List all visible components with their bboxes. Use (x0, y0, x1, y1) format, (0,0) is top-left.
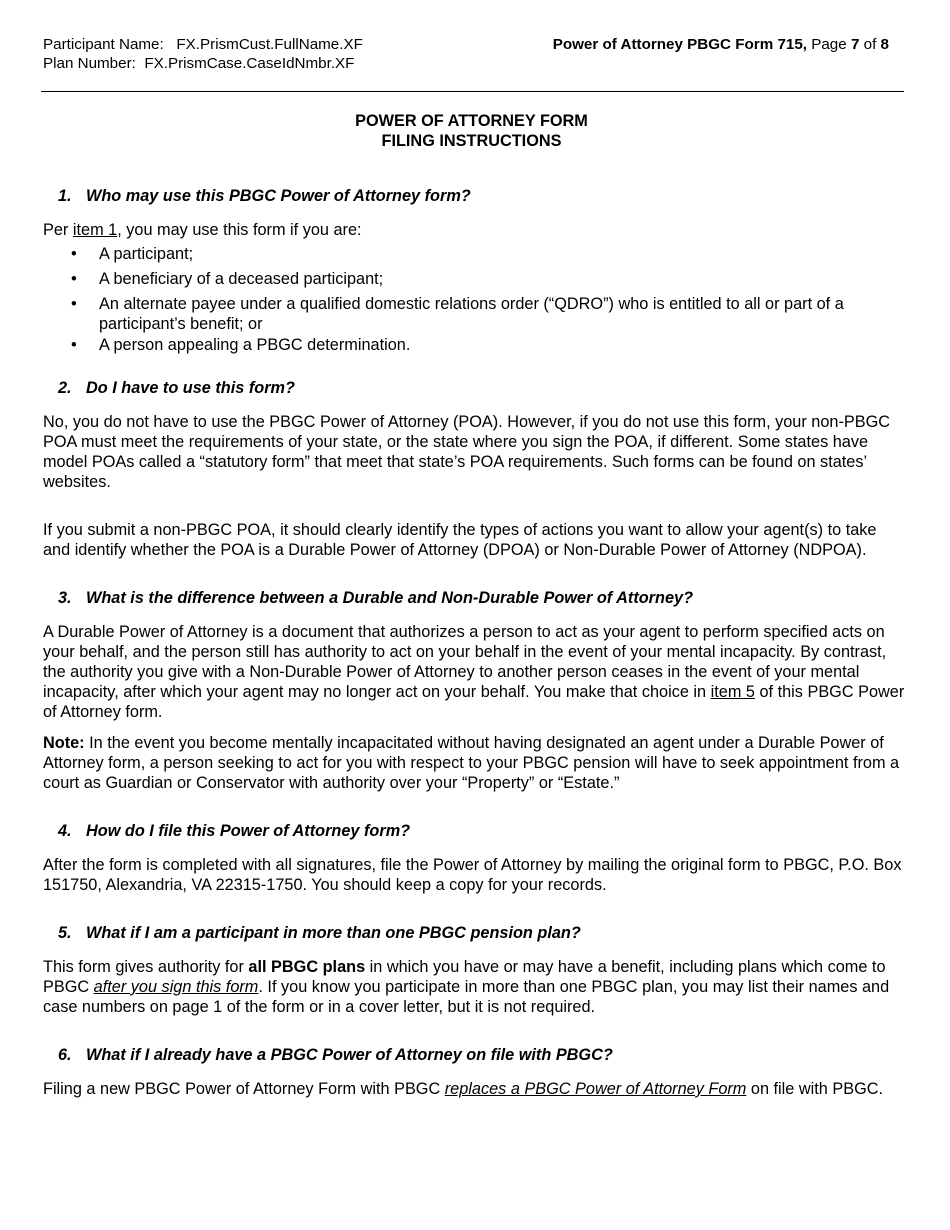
section-2-heading (43, 378, 905, 398)
section-3-p1-pre: A Durable Power of Attorney is a document that authorizes a person to act as your agent to perform specified acts on your behalf, and the person still has authority to act on your behalf in the event of your mental incapacity. By contrast, the authority you give with a Non-Durable Power of Attorney to another person ceases in the event of your mental incapacity, after which your agent may no longer act on your behalf. You make that choice in (43, 623, 887, 701)
list-item-text: A participant; (99, 245, 194, 263)
section-5-paragraph-1 (43, 957, 905, 1017)
section-5-number: 5. (58, 924, 72, 942)
section-5-p1-pre: This form gives authority for (43, 958, 249, 976)
participant-name-value: FX.PrismCust.FullName.XF (176, 36, 363, 53)
title-line-1: POWER OF ATTORNEY FORM (355, 112, 588, 130)
section-3-heading (43, 588, 905, 608)
section-5-p1-post: . If you know you participate in more than one PBGC plan, you may list their names and case numbers on page 1 of the form or in a cover letter, but it is not required. (43, 978, 890, 1016)
plan-number-line (43, 54, 363, 73)
section-6-p1-post: on file with PBGC. (746, 1080, 884, 1098)
list-item (43, 335, 905, 355)
section-1-question: Who may use this PBGC Power of Attorney form? (86, 187, 471, 205)
list-item (43, 269, 905, 289)
instructions-body (43, 186, 905, 1099)
list-item-text: A beneficiary of a deceased participant; (99, 270, 384, 288)
section-1-number: 1. (58, 187, 72, 205)
section-6-question: What if I already have a PBGC Power of Attorney on file with PBGC? (86, 1046, 613, 1064)
section-6-paragraph-1 (43, 1079, 905, 1099)
bullet: • (71, 295, 77, 313)
all-pbgc-plans-emphasis: all PBGC plans (248, 958, 366, 976)
list-item-text: An alternate payee under a qualified domestic relations order (“QDRO”) who is entitled to all or part of a participant’s benefit; or (99, 295, 844, 333)
section-2-question: Do I have to use this form? (86, 379, 295, 397)
bullet: • (71, 336, 77, 354)
section-5-p1-mid: in which you have or may have a benefit, including plans which come to PBGC (43, 958, 886, 996)
page-current: 7 (850, 36, 860, 53)
replaces-emphasis: replaces a PBGC Power of Attorney Form (444, 1080, 747, 1098)
section-3-question: What is the difference between a Durable and Non-Durable Power of Attorney? (86, 589, 694, 607)
section-2-paragraph-1: No, you do not have to use the PBGC Power of Attorney (POA). However, if you do not use this form, your non-PBGC POA must meet the requirements of your state, or the state where you sign the POA, if different. Some states have model POAs called a “statutory form” that meet that state’s POA requirements. Such forms can be found on states’ websites. (43, 413, 891, 491)
eligibility-list (43, 244, 905, 355)
page-word: Page (811, 36, 847, 53)
form-title: Power of Attorney PBGC Form 715, (552, 36, 807, 53)
section-3-number: 3. (58, 589, 72, 607)
note-label: Note: (43, 734, 85, 752)
plan-number-value: FX.PrismCase.CaseIdNmbr.XF (144, 55, 355, 72)
section-3-p1-post: of this PBGC Power of Attorney form. (43, 683, 905, 721)
section-5-heading (43, 923, 905, 943)
after-sign-emphasis: after you sign this form (93, 978, 259, 996)
section-4-heading (43, 821, 905, 841)
bullet: • (71, 245, 77, 263)
page-of: of (863, 36, 877, 53)
section-4-paragraph-1: After the form is completed with all signatures, file the Power of Attorney by mailing the original form to PBGC, P.O. Box 151750, Alexandria, VA 22315-1750. You should keep a copy for your records. (43, 856, 902, 894)
section-4-number: 4. (58, 822, 72, 840)
section-5-question: What if I am a participant in more than one PBGC pension plan? (86, 924, 581, 942)
list-item (43, 294, 905, 334)
section-1-heading (43, 186, 905, 206)
section-3-note (43, 733, 905, 793)
section-6-number: 6. (58, 1046, 72, 1064)
section-6-heading (43, 1045, 905, 1065)
page-title (43, 111, 900, 151)
item-1-reference: item 1 (72, 221, 118, 239)
list-item-text: A person appealing a PBGC determination. (99, 336, 411, 354)
note-text: In the event you become mentally incapacitated without having designated an agent under a Durable Power of Attorney form, a person seeking to act for you with respect to your PBGC pension will have to seek appointment from a court as Guardian or Conservator with authority over your “Property” or “Estate.” (43, 734, 900, 792)
section-3-paragraph-1 (43, 622, 905, 722)
header-divider (41, 91, 904, 92)
header-left (43, 35, 363, 73)
page-total: 8 (880, 36, 889, 53)
header-right (553, 35, 889, 54)
section-6-p1-pre: Filing a new PBGC Power of Attorney Form with PBGC (43, 1080, 445, 1098)
section-2-paragraph-2: If you submit a non-PBGC POA, it should clearly identify the types of actions you want to allow your agent(s) to take and identify whether the POA is a Durable Power of Attorney (DPOA) or Non-Durable Power of Attorney (NDPOA). (43, 521, 877, 559)
plan-number-label: Plan Number: (43, 55, 136, 72)
section-4-question: How do I file this Power of Attorney form? (86, 822, 411, 840)
participant-name-line (43, 35, 363, 54)
item-5-reference: item 5 (710, 683, 755, 701)
section-1-intro (43, 220, 905, 240)
list-item (43, 244, 905, 264)
participant-name-label: Participant Name: (43, 36, 164, 53)
section-1-intro-pre: Per (43, 221, 73, 239)
title-line-2: FILING INSTRUCTIONS (381, 132, 562, 150)
bullet: • (71, 270, 77, 288)
section-2-number: 2. (58, 379, 72, 397)
section-1-intro-post: , you may use this form if you are: (117, 221, 362, 239)
